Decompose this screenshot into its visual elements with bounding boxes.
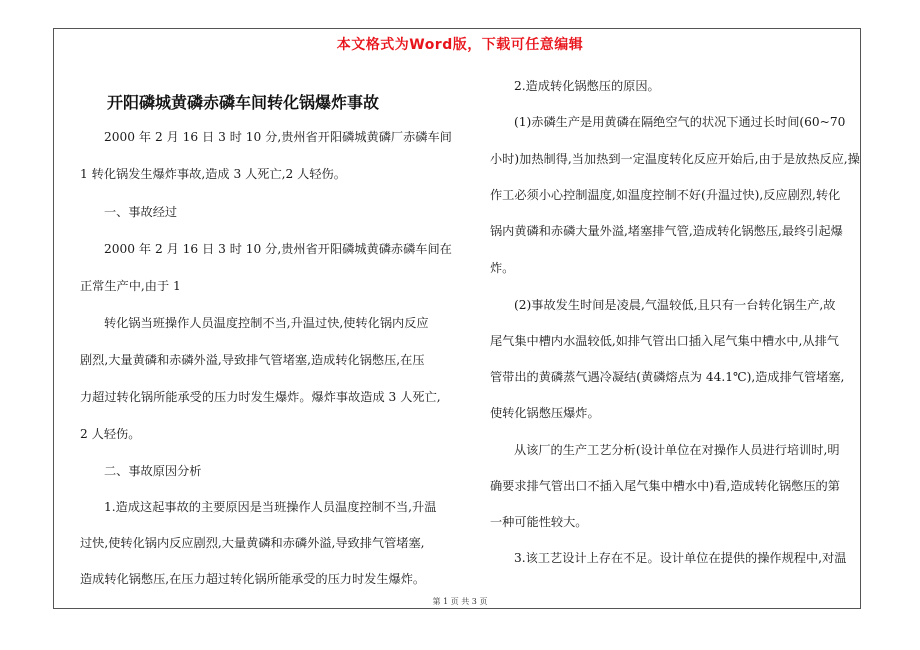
text-line: 2.造成转化锅憋压的原因。: [514, 79, 660, 93]
text-line: 力超过转化锅所能承受的压力时发生爆炸。爆炸事故造成 3 人死亡,: [80, 390, 441, 404]
text-line: 使转化锅憋压爆炸。: [490, 406, 600, 420]
text-line: 1 转化锅发生爆炸事故,造成 3 人死亡,2 人轻伤。: [80, 167, 346, 181]
text-line: 转化锅当班操作人员温度控制不当,升温过快,使转化锅内反应: [104, 316, 429, 330]
text-line: 1.造成这起事故的主要原因是当班操作人员温度控制不当,升温: [104, 500, 437, 514]
text-line: 尾气集中槽内水温较低,如排气管出口插入尾气集中槽水中,从排气: [490, 334, 839, 348]
section-heading: 二、事故原因分析: [104, 464, 202, 478]
text-line: (1)赤磷生产是用黄磷在隔绝空气的状况下通过长时间(60~70: [514, 115, 846, 129]
word-format-banner: 本文格式为Word版，下载可任意编辑: [336, 37, 584, 53]
text-line: 正常生产中,由于 1: [80, 279, 181, 293]
text-line: (2)事故发生时间是凌晨,气温较低,且只有一台转化锅生产,故: [514, 298, 836, 312]
text-line: 2000 年 2 月 16 日 3 时 10 分,贵州省开阳磷城黄磷厂赤磷车间: [104, 130, 452, 144]
text-line: 从该厂的生产工艺分析(设计单位在对操作人员进行培训时,明: [514, 443, 840, 457]
text-line: 确要求排气管出口不插入尾气集中槽水中)看,造成转化锅憋压的第: [490, 479, 840, 493]
text-line: 2000 年 2 月 16 日 3 时 10 分,贵州省开阳磷城黄磷赤磷车间在: [104, 242, 452, 256]
text-line: 3.该工艺设计上存在不足。设计单位在提供的操作规程中,对温: [514, 551, 847, 565]
section-heading: 一、事故经过: [104, 205, 178, 219]
text-line: 造成转化锅憋压,在压力超过转化锅所能承受的压力时发生爆炸。: [80, 572, 426, 586]
text-line: 小时)加热制得,当加热到一定温度转化反应开始后,由于是放热反应,操: [490, 152, 860, 166]
text-line: 2 人轻伤。: [80, 427, 141, 441]
text-line: 锅内黄磷和赤磷大量外溢,堵塞排气管,造成转化锅憋压,最终引起爆: [490, 224, 843, 238]
text-line: 炸。: [490, 261, 515, 275]
text-line: 作工必须小心控制温度,如温度控制不好(升温过快),反应剧烈,转化: [490, 188, 841, 202]
document-title: 开阳磷城黄磷赤磷车间转化锅爆炸事故: [107, 93, 380, 112]
page-number-footer: 第 1 页 共 3 页: [432, 597, 488, 606]
text-line: 一种可能性较大。: [490, 515, 588, 529]
text-line: 管带出的黄磷蒸气遇冷凝结(黄磷熔点为 44.1℃),造成排气管堵塞,: [490, 370, 845, 384]
text-line: 过快,使转化锅内反应剧烈,大量黄磷和赤磷外溢,导致排气管堵塞,: [80, 536, 425, 550]
text-line: 剧烈,大量黄磷和赤磷外溢,导致排气管堵塞,造成转化锅憋压,在压: [80, 353, 425, 367]
